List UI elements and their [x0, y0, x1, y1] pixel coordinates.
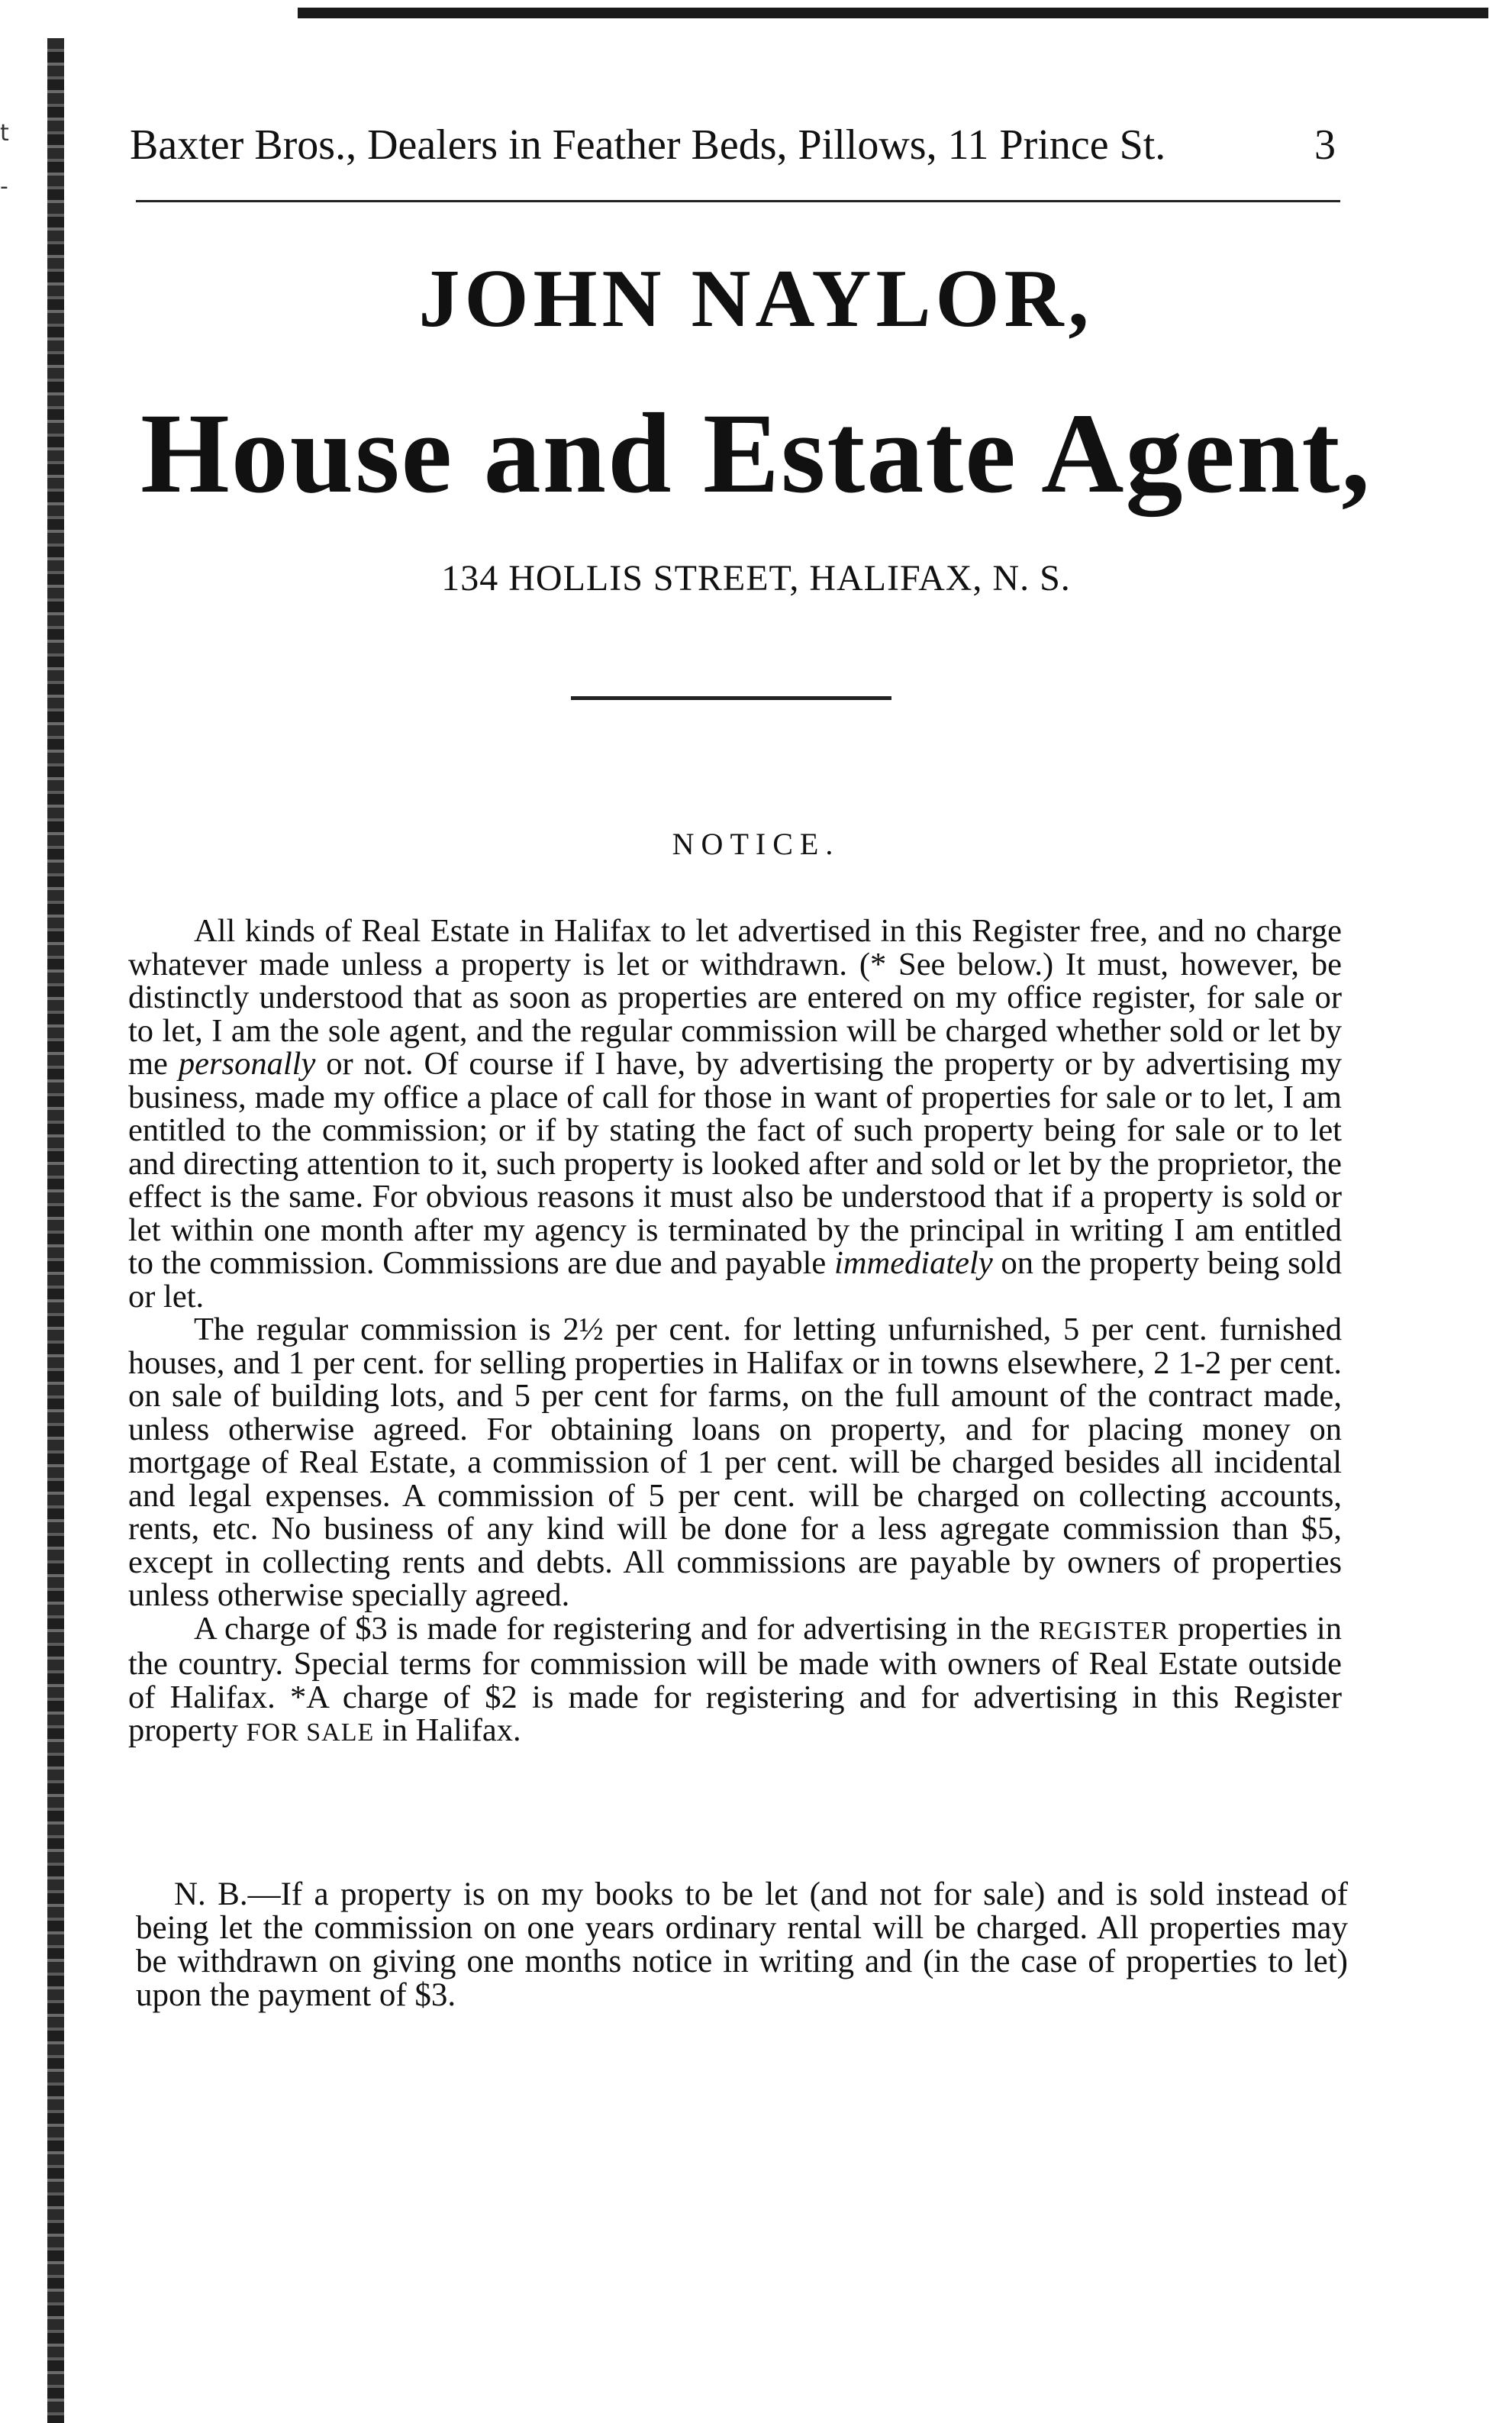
nota-bene-paragraph: N. B.—If a property is on my books to be let (and not for sale) and is sold instead of being let the commission on one years ordinary rental will be charged. All properties may be withdrawn on giving one months notice in writing and (in the case of properties to let) upon the payment of $3.	[136, 1876, 1348, 2013]
notice-heading: NOTICE.	[672, 827, 840, 861]
top-rule	[298, 8, 1488, 18]
header-rule	[136, 200, 1340, 202]
left-margin-marks	[0, 107, 23, 214]
page-number: 3	[1314, 121, 1336, 169]
charges-paragraph: A charge of $3 is made for registering and for advertising in the REGISTER properties in the country. Special terms for commission will be made with owners of Real Estate outside of Halifax. *A charge of $2 is made for registering and for advertising in this Register property FOR SALE in Halifax.	[128, 1610, 1342, 1748]
agent-title: House and Estate Agent,	[140, 390, 1372, 517]
margin-mark: -	[0, 173, 8, 200]
notice-body	[128, 915, 1342, 1750]
agent-name: JOHN NAYLOR,	[418, 253, 1094, 344]
nota-bene	[136, 1878, 1348, 2012]
commission-paragraph: The regular commission is 2½ per cent. for letting unfurnished, 5 per cent. furnished houses, and 1 per cent. for selling properties in Halifax or in towns elsewhere, 2 1-2 per cent. on sale of building lots, and 5 per cent for farms, on the full amount of the contract made, unless otherwise agreed. For obtaining loans on property, and for placing money on mortgage of Real Estate, a commission of 1 per cent. will be charged besides all incidental and legal expenses. A commission of 5 per cent. will be charged on collecting accounts, rents, etc. No business of any kind will be done for a less agregate commission than $5, except in collecting rents and debts. All commissions are payable by owners of properties unless otherwise specially agreed.	[128, 1312, 1342, 1613]
margin-mark: t	[0, 120, 9, 147]
section-divider	[571, 696, 891, 700]
agent-address: 134 HOLLIS STREET, HALIFAX, N. S.	[441, 558, 1071, 598]
notice-paragraph: All kinds of Real Estate in Halifax to let advertised in this Register free, and no charge whatever made unless a property is let or withdrawn. (* See below.) It must, however, be distinctly understood that as soon as properties are entered on my office register, for sale or to let, I am the sole agent, and the regular commission will be charged whether sold or let by me personally or not. Of course if I have, by advertising the property or by advertising my business, made my office a place of call for those in want of properties for sale or to let, I am entitled to the commission; or if by stating the fact of such property being for sale or to let and directing attention to it, such property is looked after and sold or let by the proprietor, the effect is the same. For obvious reasons it must also be understood that if a property is sold or let within one month after my agency is terminated by the principal in writing I am entitled to the commission. Commissions are due and payable immediately on the property being sold or let.	[128, 913, 1342, 1315]
running-header	[130, 121, 1336, 169]
header-advert: Baxter Bros., Dealers in Feather Beds, Pillows, 11 Prince St.	[130, 121, 1166, 169]
